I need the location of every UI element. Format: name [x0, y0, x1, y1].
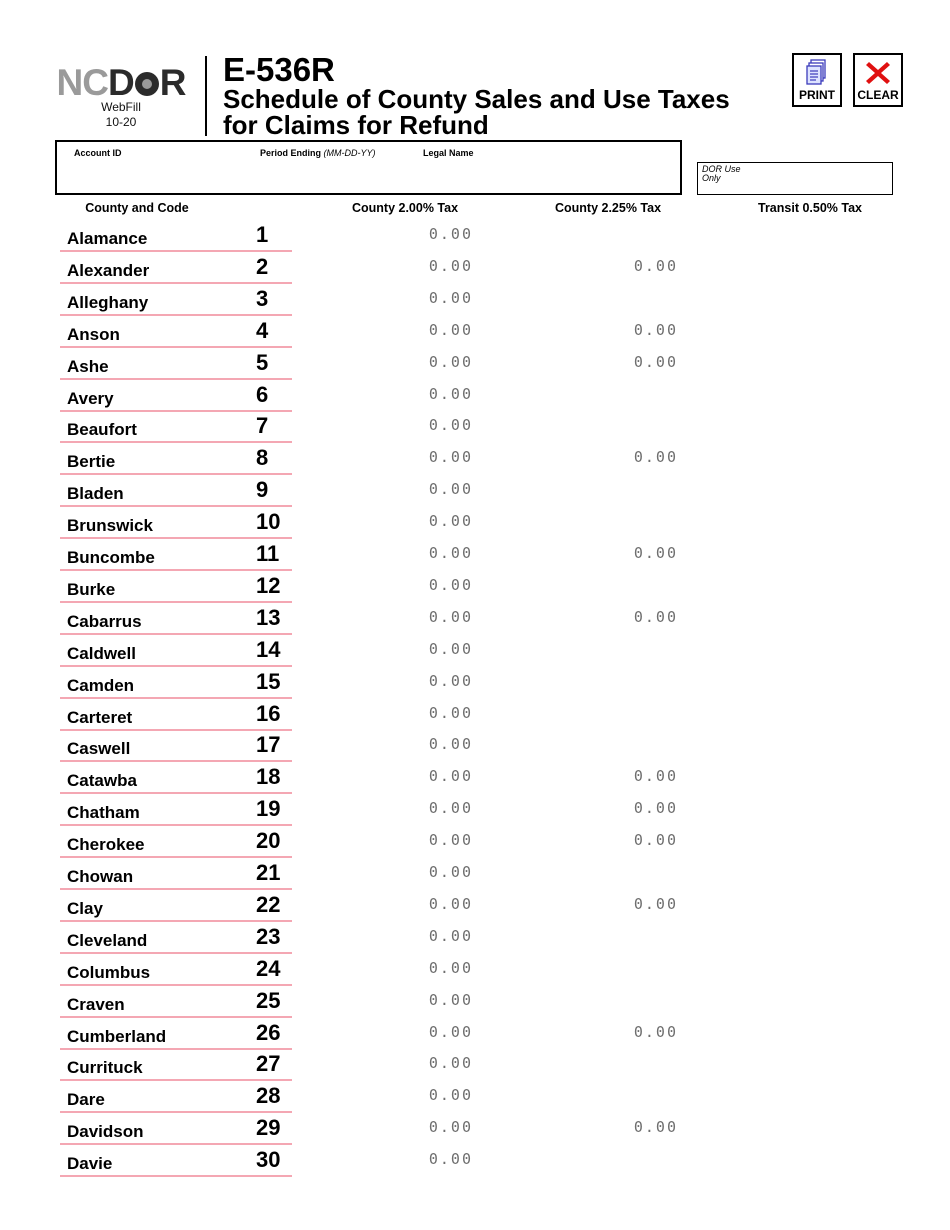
period-ending-text: Period Ending: [260, 148, 322, 158]
row-underline: [60, 824, 292, 826]
row-underline: [60, 633, 292, 635]
table-row: [0, 763, 950, 795]
table-row: [0, 381, 950, 413]
dor-use-only-label: DOR Use Only: [702, 164, 741, 183]
account-id-input[interactable]: [71, 160, 246, 190]
table-row: [0, 285, 950, 317]
county-name: Ashe: [67, 356, 109, 376]
table-row: [0, 508, 950, 540]
legal-name-input[interactable]: [420, 160, 675, 190]
row-underline: [60, 410, 292, 412]
county-code: 10: [256, 509, 281, 535]
period-ending-input[interactable]: [257, 160, 417, 190]
tax200-input[interactable]: 0.00: [428, 480, 473, 499]
row-underline: [60, 250, 292, 252]
print-button[interactable]: [792, 53, 842, 107]
row-underline: [60, 1143, 292, 1145]
county-name: Bertie: [67, 452, 116, 472]
table-row: [0, 859, 950, 891]
county-code: 17: [256, 732, 281, 758]
table-row: [0, 476, 950, 508]
row-underline: [60, 952, 292, 954]
tax200-input[interactable]: 0.00: [428, 735, 473, 754]
county-name: Catawba: [67, 771, 137, 791]
tax200-input[interactable]: 0.00: [428, 288, 473, 307]
table-row: [0, 1082, 950, 1114]
taxpayer-info-box: [55, 140, 682, 195]
county-code: 21: [256, 860, 281, 885]
row-underline: [60, 346, 292, 348]
county-code: 26: [256, 1019, 281, 1045]
tax200-input[interactable]: 0.00: [428, 831, 473, 850]
county-name: Burke: [67, 579, 116, 599]
county-code: 27: [256, 1051, 281, 1077]
dor-use-only-box: [697, 162, 893, 195]
tax225-input[interactable]: 0.00: [633, 544, 678, 562]
table-row: [0, 827, 950, 859]
clear-x-icon: [855, 58, 901, 88]
col-county-header: County and Code: [85, 201, 189, 215]
tax200-input[interactable]: 0.00: [428, 894, 473, 913]
tax225-input[interactable]: 0.00: [633, 256, 678, 275]
county-code: 20: [256, 828, 281, 854]
county-name: Brunswick: [67, 516, 153, 536]
tax225-input[interactable]: 0.00: [633, 1022, 678, 1041]
col-tax200-header: County 2.00% Tax: [351, 201, 459, 215]
row-underline: [60, 473, 292, 475]
county-name: Davie: [67, 1154, 113, 1174]
county-code: 5: [256, 349, 269, 375]
account-id-label: Account ID: [74, 148, 122, 158]
county-name: Camden: [67, 675, 135, 695]
form-id: E-536R: [223, 51, 335, 88]
county-code: 19: [256, 796, 281, 822]
table-row: [0, 1050, 950, 1082]
row-underline: [60, 729, 292, 731]
row-underline: [60, 1111, 292, 1113]
table-row: [0, 349, 950, 381]
table-row: [0, 221, 950, 253]
print-label: PRINT: [799, 88, 835, 102]
table-row: [0, 1146, 950, 1178]
row-underline: [60, 1079, 292, 1081]
table-row: [0, 444, 950, 476]
row-underline: [60, 760, 292, 762]
county-name: Dare: [67, 1090, 105, 1110]
row-underline: [60, 314, 292, 316]
county-name: Carteret: [67, 707, 133, 727]
tax225-input[interactable]: 0.00: [633, 607, 678, 626]
tax200-input[interactable]: 0.00: [428, 512, 473, 531]
tax200-input[interactable]: 0.00: [428, 416, 473, 435]
tax200-input[interactable]: 0.00: [428, 607, 473, 626]
county-code: 7: [256, 413, 269, 439]
tax200-input[interactable]: 0.00: [428, 225, 473, 243]
tax200-input[interactable]: 0.00: [428, 544, 473, 562]
tax225-input[interactable]: 0.00: [633, 831, 678, 850]
county-name: Cabarrus: [67, 611, 142, 631]
tax200-input[interactable]: 0.00: [428, 1022, 473, 1041]
county-name: Cleveland: [67, 930, 148, 950]
tax200-input[interactable]: 0.00: [428, 799, 473, 818]
form-title-line1: Schedule of County Sales and Use Taxes: [223, 84, 730, 114]
tax200-input[interactable]: 0.00: [428, 639, 473, 658]
row-underline: [60, 856, 292, 858]
row-underline: [60, 601, 292, 603]
county-code: 15: [256, 668, 281, 694]
tax225-input[interactable]: 0.00: [633, 1118, 678, 1137]
county-name: Alleghany: [67, 292, 149, 312]
row-underline: [60, 569, 292, 571]
tax200-input[interactable]: 0.00: [428, 1086, 473, 1105]
tax225-input[interactable]: 0.00: [633, 320, 678, 339]
header-divider: [205, 56, 207, 136]
tax200-input[interactable]: 0.00: [428, 958, 473, 977]
form-title-line2: for Claims for Refund: [223, 110, 489, 140]
table-row: [0, 955, 950, 987]
county-name: Anson: [67, 324, 120, 344]
tax200-input[interactable]: 0.00: [428, 320, 473, 339]
form-title: [223, 86, 783, 138]
county-code: 3: [256, 285, 269, 311]
county-code: 24: [256, 955, 281, 981]
table-row: [0, 253, 950, 285]
row-underline: [60, 441, 292, 443]
col-transit-header: Transit 0.50% Tax: [758, 201, 862, 215]
clear-label: CLEAR: [857, 88, 899, 102]
table-row: [0, 700, 950, 732]
tax225-input[interactable]: 0.00: [633, 894, 678, 913]
county-name: Buncombe: [67, 548, 155, 567]
tax200-input[interactable]: 0.00: [428, 1054, 473, 1073]
table-row: [0, 604, 950, 636]
col-tax225-header: County 2.25% Tax: [554, 201, 662, 215]
tax200-input[interactable]: 0.00: [428, 703, 473, 722]
county-name: Davidson: [67, 1122, 144, 1142]
tax225-input[interactable]: 0.00: [633, 799, 678, 818]
ncdor-logo: [56, 62, 186, 130]
tax200-input[interactable]: 0.00: [428, 1118, 473, 1137]
county-code: 13: [256, 604, 281, 630]
tax225-input[interactable]: 0.00: [633, 767, 678, 786]
row-underline: [60, 1016, 292, 1018]
table-row: [0, 795, 950, 827]
county-name: Chowan: [67, 867, 134, 886]
tax225-input[interactable]: 0.00: [633, 352, 678, 371]
tax200-input[interactable]: 0.00: [428, 575, 473, 594]
tax200-input[interactable]: 0.00: [428, 448, 473, 467]
county-name: Cumberland: [67, 1026, 167, 1046]
county-code: 4: [256, 317, 269, 343]
county-code: 14: [256, 636, 281, 662]
row-underline: [60, 888, 292, 890]
county-code: 30: [256, 1147, 281, 1173]
table-row: [0, 412, 950, 444]
print-icon: [794, 58, 840, 88]
table-row: [0, 987, 950, 1019]
tax200-input[interactable]: 0.00: [428, 671, 473, 690]
row-underline: [60, 665, 292, 667]
table-row: [0, 1019, 950, 1051]
county-name: Alamance: [67, 229, 148, 248]
county-code: 29: [256, 1115, 281, 1141]
row-underline: [60, 378, 292, 380]
legal-name-label: Legal Name: [423, 148, 474, 158]
table-row: [0, 923, 950, 955]
tax200-input[interactable]: 0.00: [428, 256, 473, 275]
logo-wordmark: NCD R: [56, 62, 186, 103]
county-name: Caswell: [67, 739, 131, 759]
county-name: Caldwell: [67, 643, 136, 663]
county-name: Currituck: [67, 1058, 143, 1078]
county-code: 16: [256, 700, 281, 726]
county-name: Beaufort: [67, 420, 137, 440]
tax200-input[interactable]: 0.00: [428, 767, 473, 786]
county-code: 18: [256, 764, 281, 790]
county-code: 22: [256, 891, 281, 917]
table-row: [0, 636, 950, 668]
county-name: Cherokee: [67, 835, 145, 855]
table-row: [0, 668, 950, 700]
tax225-input[interactable]: 0.00: [633, 448, 678, 467]
clear-button[interactable]: [853, 53, 903, 107]
table-row: [0, 572, 950, 604]
county-code: 2: [256, 253, 269, 279]
table-row: [0, 731, 950, 763]
county-name: Columbus: [67, 962, 151, 982]
county-code: 12: [256, 572, 281, 598]
county-code: 11: [256, 541, 280, 566]
logo-version: 10-20: [105, 115, 137, 129]
tax200-input[interactable]: 0.00: [428, 1150, 473, 1169]
table-row: [0, 317, 950, 349]
period-ending-label: [260, 148, 376, 158]
county-name: Craven: [67, 994, 125, 1014]
table-row: [0, 540, 950, 572]
row-underline: [60, 792, 292, 794]
row-underline: [60, 1175, 292, 1177]
row-underline: [60, 537, 292, 539]
county-code: 8: [256, 445, 269, 471]
county-code: 9: [256, 477, 269, 503]
period-ending-hint: (MM-DD-YY): [323, 148, 376, 158]
row-underline: [60, 505, 292, 507]
tax200-input[interactable]: 0.00: [428, 863, 473, 881]
row-underline: [60, 984, 292, 986]
county-name: Avery: [67, 388, 114, 408]
county-name: Clay: [67, 898, 103, 918]
county-name: Bladen: [67, 484, 124, 504]
row-underline: [60, 920, 292, 922]
county-code: 6: [256, 381, 269, 407]
county-name: Chatham: [67, 803, 140, 823]
tax200-input[interactable]: 0.00: [428, 352, 473, 371]
logo-webfill: WebFill: [101, 100, 141, 114]
table-row: [0, 1114, 950, 1146]
row-underline: [60, 282, 292, 284]
row-underline: [60, 697, 292, 699]
table-row: [0, 891, 950, 923]
county-name: Alexander: [67, 260, 150, 280]
county-code: 25: [256, 987, 281, 1013]
tax200-input[interactable]: 0.00: [428, 990, 473, 1009]
tax200-input[interactable]: 0.00: [428, 926, 473, 945]
row-underline: [60, 1048, 292, 1050]
county-code: 1: [256, 222, 269, 247]
county-code: 28: [256, 1083, 281, 1109]
tax200-input[interactable]: 0.00: [428, 384, 473, 403]
county-code: 23: [256, 923, 281, 949]
